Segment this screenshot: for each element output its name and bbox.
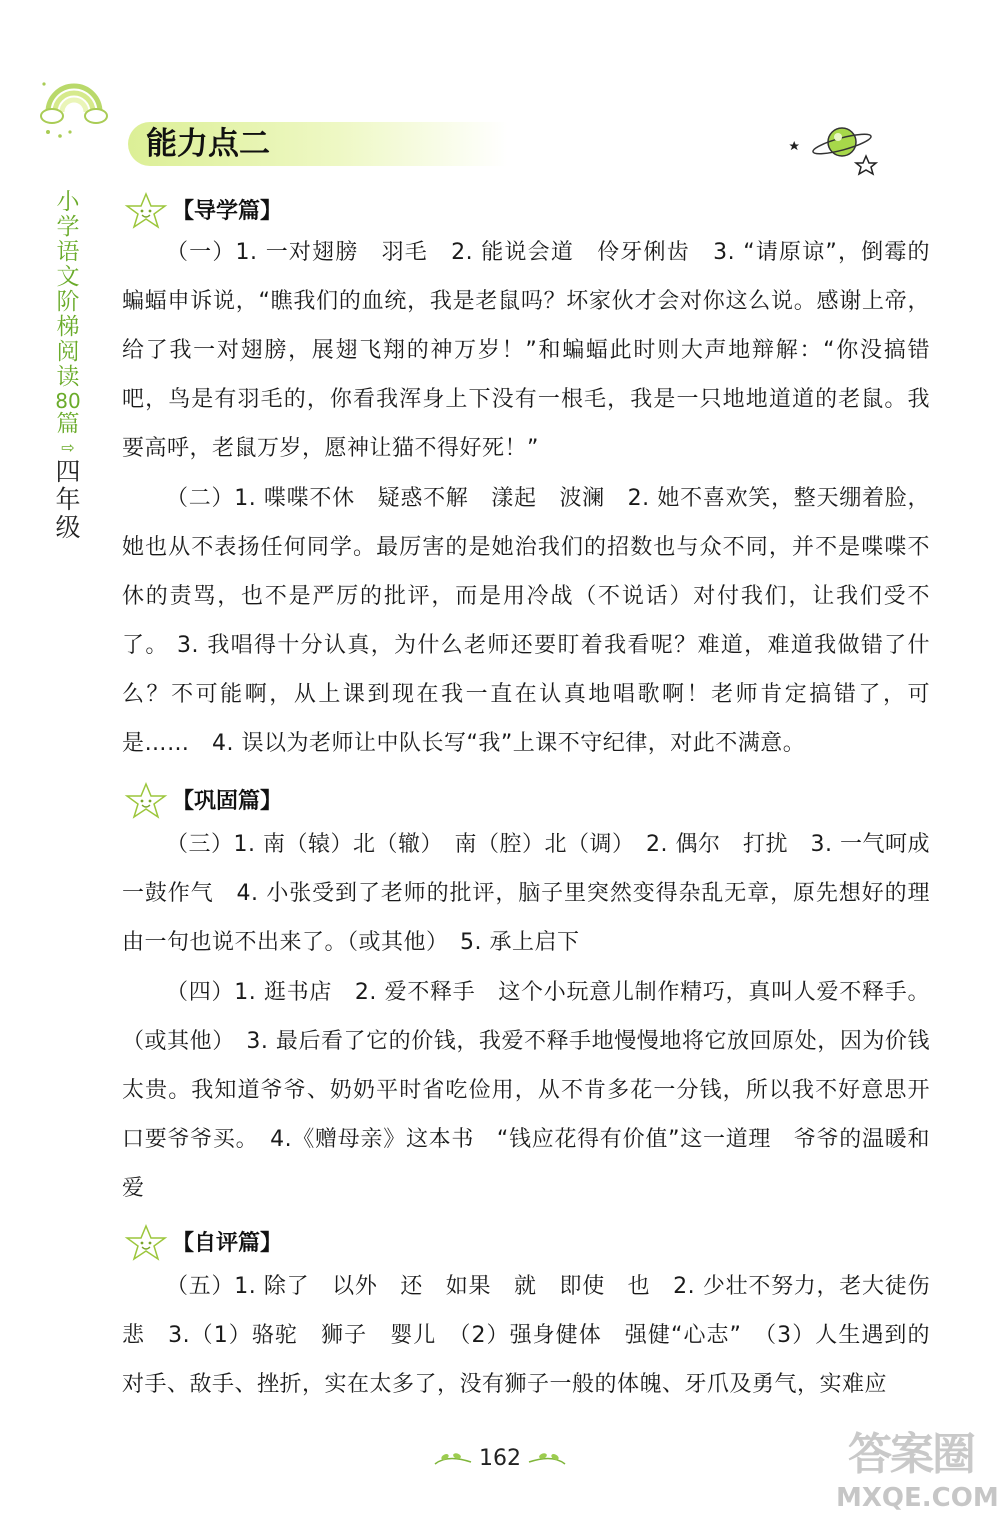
grade-char: 四	[55, 457, 81, 486]
series-title-char: 阶	[56, 289, 80, 315]
watermark-top-text: 答案圈	[848, 1429, 974, 1480]
answer-paragraph: （四）1. 逛书店 2. 爱不释手 这个小玩意儿制作精巧，真叫人爱不释手。（或其他） 3. 最后看了它的价钱，我爱不释手地慢慢地将它放回原处，因为价钱太贵。我知道爷爷、奶奶平时省吃俭用，从不肯多花一分钱，所以我不好意思开口要爷爷买。 4.《赠母亲》这本书 “钱应花得有价值”这一道理 爷爷的温暖和爱	[122, 980, 930, 1201]
series-title-char: 阅	[56, 339, 80, 365]
series-unit: 篇	[56, 411, 80, 437]
rainbow-icon	[36, 66, 116, 146]
series-count: 80	[55, 389, 81, 413]
star-smile-icon	[120, 780, 172, 820]
section-heading-label: 【自评篇】	[172, 1231, 283, 1256]
series-title-char: 读	[56, 364, 80, 390]
chapter-title: 能力点二	[146, 126, 270, 162]
series-title-char: 语	[56, 239, 80, 265]
grade-label-vertical	[52, 458, 84, 542]
vine-left-icon	[433, 1448, 473, 1468]
series-title-vertical	[52, 190, 84, 459]
answer-paragraph: （三）1. 南（辕）北（辙） 南（腔）北（调） 2. 偶尔 打扰 3. 一气呵成 一鼓作气 4. 小张受到了老师的批评，脑子里突然变得杂乱无章，原先想好的理由一句也说不出来了。（或其他） 5. 承上启下	[122, 832, 953, 955]
series-title-char: 学	[56, 214, 80, 240]
series-title-char: 小	[56, 189, 80, 215]
grade-char: 年	[55, 485, 81, 514]
watermark	[836, 1427, 999, 1522]
answer-paragraph: （一）1. 一对翅膀 羽毛 2. 能说会道 伶牙俐齿 3. “请原谅”，倒霉的蝙蝠申诉说，“瞧我们的血统，我是老鼠吗？坏家伙才会对你这么说。感谢上帝，给了我一对翅膀，展翅飞翔的神万岁！”和蝙蝠此时则大声地辩解：“你没搞错吧，鸟是有羽毛的，你看我浑身上下没有一根毛，我是一只地地道道的老鼠。我要高呼，老鼠万岁，愿神让猫不得好死！”	[122, 240, 930, 461]
vine-right-icon	[527, 1448, 567, 1468]
separator-arrow-icon: ⇨	[61, 438, 75, 457]
page-number: 162	[479, 1445, 521, 1471]
answer-paragraph: （二）1. 喋喋不休 疑惑不解 漾起 波澜 2. 她不喜欢笑，整天绷着脸，她也从不表扬任何同学。最厉害的是她治我们的招数也与众不同，并不是喋喋不休的责骂，也不是严厉的批评，而是用冷战（不说话）对付我们，让我们受不了。 3. 我唱得十分认真，为什么老师还要盯着我看呢？难道，难道我做错了什么？不可能啊，从上课到现在我一直在认真地唱歌啊！老师肯定搞错了，可是…… 4. 误以为老师让中队长写“我”上课不守纪律，对此不满意。	[122, 486, 930, 756]
series-title-char: 文	[56, 264, 80, 290]
series-title-char: 梯	[56, 314, 80, 340]
section-heading-label: 【巩固篇】	[172, 789, 283, 814]
planet-icon	[786, 120, 886, 190]
grade-char: 级	[55, 513, 81, 542]
answer-paragraph: （五）1. 除了 以外 还 如果 就 即使 也 2. 少壮不努力，老大徒伤悲 3.（1）骆驼 狮子 婴儿 （2）强身健体 强健“心志” （3）人生遇到的对手、敌手、挫折，实在太多了，没有狮子一般的体魄、牙爪及勇气，实难应	[122, 1274, 930, 1397]
star-smile-icon	[120, 1222, 172, 1262]
watermark-bottom-text: MXQE.COM	[836, 1483, 999, 1513]
section-heading-label: 【导学篇】	[172, 199, 283, 224]
star-smile-icon	[120, 190, 172, 230]
